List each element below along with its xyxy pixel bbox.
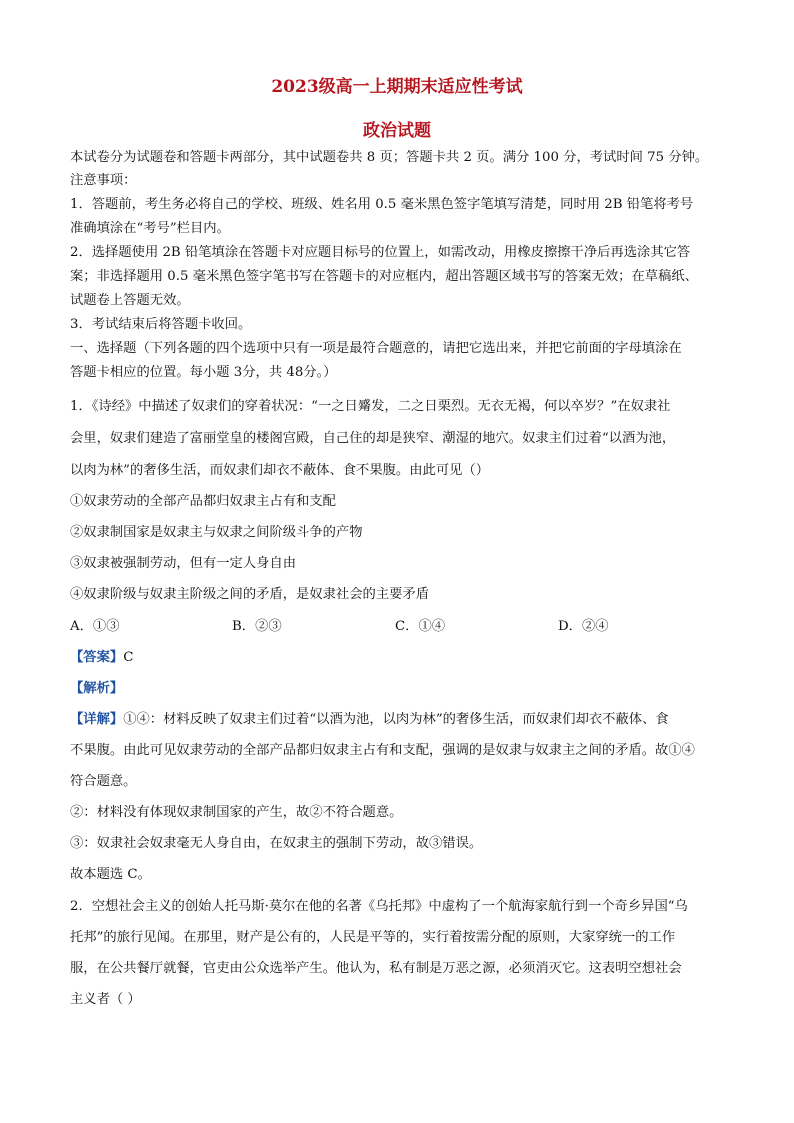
q1-item: ④奴隶阶级与奴隶主阶级之间的矛盾，是奴隶社会的主要矛盾 bbox=[70, 587, 430, 602]
section-heading: 一、选择题（下列各题的四个选项中只有一项是最符合题意的，请把它选出来，并把它前面的字母填涂在 bbox=[70, 341, 682, 356]
q1-item: ②奴隶制国家是奴隶主与奴隶之间阶级斗争的产物 bbox=[70, 525, 363, 540]
intro-line: 3．考试结束后将答题卡收回。 bbox=[70, 317, 252, 332]
q2-stem-line: 主义者（ ） bbox=[70, 992, 141, 1007]
q1-stem-line: 以肉为林”的奢侈生活，而奴隶们却衣不蔽体、食不果腹。由此可见（） bbox=[70, 463, 489, 478]
intro-line: 注意事项： bbox=[70, 173, 137, 188]
intro-line: 本试卷分为试题卷和答题卡两部分，其中试题卷共 8 页；答题卡共 2 页。满分 100 分，考试时间 75 分钟。 bbox=[70, 150, 709, 165]
q1-item: ③奴隶被强制劳动，但有一定人身自由 bbox=[70, 556, 297, 571]
intro-line: 试题卷上答题无效。 bbox=[70, 293, 190, 308]
q1-option-a: A．①③ bbox=[70, 619, 120, 634]
q1-detail-line: ②：材料没有体现奴隶制国家的产生，故②不符合题意。 bbox=[70, 805, 403, 820]
q1-analysis bbox=[70, 680, 730, 698]
q2-stem-line: 2．空想社会主义的创始人托马斯·莫尔在他的名著《乌托邦》中虚构了一个航海家航行到一个奇乡异国“乌 bbox=[70, 899, 688, 914]
answer-tag: 【答案】 bbox=[70, 650, 124, 665]
exam-subtitle: 政治试题 bbox=[363, 121, 431, 141]
q1-item: ①奴隶劳动的全部产品都归奴隶主占有和支配 bbox=[70, 494, 336, 509]
section-heading: 答题卡相应的位置。每小题 3分，共 48分。） bbox=[70, 365, 337, 380]
analysis-tag: 【解析】 bbox=[70, 681, 124, 696]
detail-text: ①④：材料反映了奴隶主们过着“以酒为池，以肉为林”的奢侈生活，而奴隶们却衣不蔽体、食 bbox=[123, 712, 669, 727]
intro-line: 2．选择题使用 2B 铅笔填涂在答题卡对应题目标号的位置上，如需改动，用橡皮擦擦干净后再选涂其它答 bbox=[70, 245, 691, 260]
exam-title: 2023级高一上期期末适应性考试 bbox=[271, 77, 523, 97]
q1-detail-line: 不果腹。由此可见奴隶劳动的全部产品都归奴隶主占有和支配，强调的是奴隶与奴隶主之间的矛盾。故①④ bbox=[70, 743, 695, 758]
q1-stem-line: 1．《诗经》中描述了奴隶们的穿着状况：“一之日觱发，二之日栗烈。无衣无褐，何以卒岁？”在奴隶社 bbox=[70, 399, 671, 414]
q1-detail-line bbox=[70, 711, 730, 729]
q1-answer bbox=[70, 649, 730, 667]
q1-stem-line: 会里，奴隶们建造了富丽堂皇的楼阁宫殿，自己住的却是狭窄、潮湿的地穴。奴隶主们过着“以酒为池， bbox=[70, 431, 676, 446]
q1-detail-line: ③：奴隶社会奴隶毫无人身自由，在奴隶主的强制下劳动，故③错误。 bbox=[70, 836, 483, 851]
q1-option-c: C．①④ bbox=[395, 619, 446, 634]
q1-option-b: B．②③ bbox=[232, 619, 282, 634]
intro-line: 准确填涂在“考号”栏目内。 bbox=[70, 221, 230, 236]
answer-value: C bbox=[123, 650, 134, 665]
intro-line: 1．答题前，考生务必将自己的学校、班级、姓名用 0.5 毫米黑色签字笔填写清楚，同时用 2B 铅笔将考号 bbox=[70, 197, 694, 212]
q1-detail-line: 故本题选 C。 bbox=[70, 867, 151, 882]
detail-tag: 【详解】 bbox=[70, 712, 124, 727]
q1-option-d: D．②④ bbox=[558, 619, 609, 634]
intro-line: 案；非选择题用 0.5 毫米黑色签字笔书写在答题卡的对应框内，超出答题区域书写的答案无效；在草稿纸、 bbox=[70, 269, 698, 284]
q2-stem-line: 托邦”的旅行见闻。在那里，财产是公有的，人民是平等的，实行着按需分配的原则，大家穿统一的工作 bbox=[70, 930, 676, 945]
q2-stem-line: 服，在公共餐厅就餐，官吏由公众选举产生。他认为，私有制是万恶之源，必须消灭它。这表明空想社会 bbox=[70, 961, 682, 976]
q1-detail-line: 符合题意。 bbox=[70, 774, 137, 789]
